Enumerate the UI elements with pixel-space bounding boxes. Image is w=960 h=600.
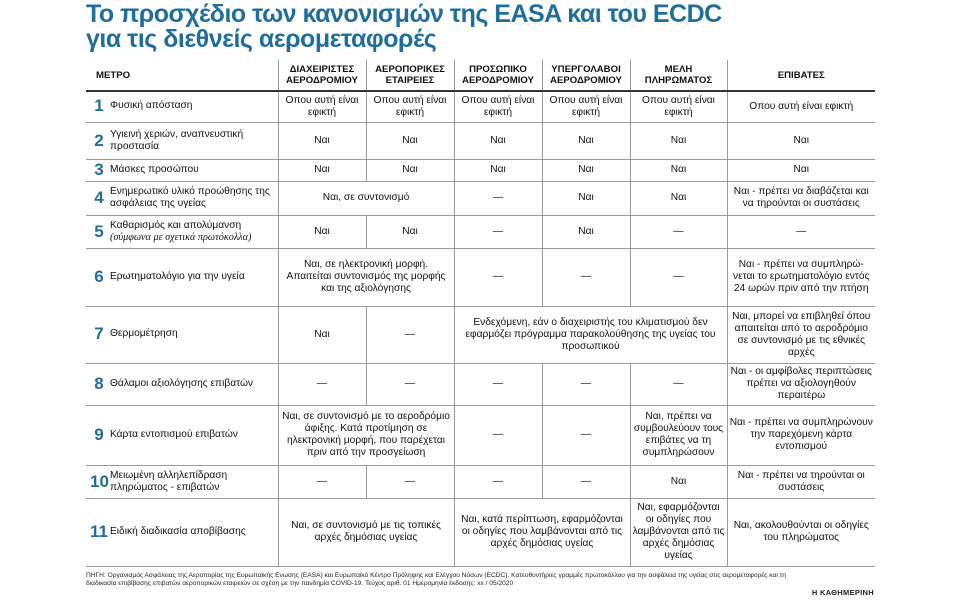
table-cell-span: Ναι, σε ηλεκτρονική μορφή. Απαιτείται συντονισμός της μορφής και της αξιολόγησης (278, 248, 454, 306)
table-header-row (86, 60, 875, 91)
table-cell: — (542, 363, 630, 405)
table-cell: Ναι, ακολουθούνται οι οδηγίες του πληρώματος (727, 498, 875, 566)
table-cell: Ναι (630, 181, 727, 215)
table-cell-span: Ενδεχόμενη, εάν ο διαχειριστής του κλιματισμού δεν εφαρμόζει πρόγραμμα παρακολούθησης της υγείας του προσωπικού (454, 306, 727, 363)
measure-cell (86, 363, 278, 405)
table-cell: Ναι (630, 465, 727, 498)
table-cell: — (366, 363, 454, 405)
measure-label: Ερωτηματολόγιο για την υγεία (110, 270, 245, 282)
measure-label: Ειδική διαδικασία αποβίβασης (110, 525, 246, 537)
table-cell-span: Ναι, κατά περίπτωση, εφαρμόζονται οι οδηγίες που λαμβάνονται από τις αρχές δημόσιας υγείας (454, 498, 630, 566)
title-line-2: για τις διεθνείς αερομεταφορές (86, 25, 437, 53)
header-crew-members: ΜΕΛΗ ΠΛΗΡΩΜΑΤΟΣ (630, 60, 727, 91)
table-cell: Ναι - πρέπει να διαβάζεται και να τηρούνται οι συστάσεις (727, 181, 875, 215)
row-number: 8 (94, 373, 104, 393)
table-cell: Ναι (630, 159, 727, 181)
table-cell: — (630, 363, 727, 405)
table-row (86, 159, 875, 181)
table-cell: — (454, 405, 542, 465)
row-number: 5 (94, 221, 104, 241)
table-cell: Ναι (630, 122, 727, 159)
row-number: 7 (94, 324, 104, 344)
table-cell: Οπου αυτή είναι εφικτή (454, 91, 542, 122)
table-cell: Οπου αυτή είναι εφικτή (278, 91, 366, 122)
table-cell: Ναι - πρέπει να τηρούνται οι συστάσεις (727, 465, 875, 498)
row-number: 9 (94, 424, 104, 444)
table-cell: Ναι (542, 181, 630, 215)
table-cell: Ναι (454, 159, 542, 181)
measure-label: Μάσκες προσώπου (110, 163, 199, 175)
table-cell: Ναι (278, 306, 366, 363)
table-cell: — (542, 248, 630, 306)
table-row (86, 498, 875, 566)
row-number: 1 (94, 96, 104, 116)
measure-label: Ενημερωτικό υλικό προώθησης της ασφάλειας της υγείας (110, 186, 270, 209)
table-row (86, 91, 875, 122)
table-cell: Ναι, εφαρμόζονται οι οδηγίες που λαμβάνονται από τις αρχές δημόσιας υγείας (630, 498, 727, 566)
row-number: 3 (94, 159, 104, 179)
table-cell: — (454, 248, 542, 306)
table-cell: Ναι, πρέπει να συμβουλεύουν τους επιβάτες να τη συμπληρώσουν (630, 405, 727, 465)
measure-label: Καθαρισμός και απολύμανση (110, 219, 242, 231)
row-number: 6 (94, 266, 104, 286)
table-cell: Ναι (727, 159, 875, 181)
row-number: 4 (94, 188, 104, 207)
infographic-title (86, 2, 946, 52)
table-cell: Ναι - πρέπει να συμπληρώνουν την παρεχόμενη κάρτα εντοπισμού (727, 405, 875, 465)
table-row (86, 405, 875, 465)
table-row (86, 215, 875, 248)
header-measure: ΜΕΤΡΟ (86, 60, 278, 91)
measure-label: Μειωμένη αλληλεπίδραση πληρώματος - επιβατών (110, 469, 228, 493)
header-airport-contractors: ΥΠΕΡΓΟΛΑΒΟΙ ΑΕΡΟΔΡΟΜΙΟΥ (542, 60, 630, 91)
table-cell: Οπου αυτή είναι εφικτή (542, 91, 630, 122)
table-row (86, 181, 875, 215)
table-cell: Ναι (542, 159, 630, 181)
table-cell: Οπου αυτή είναι εφικτή (630, 91, 727, 122)
table-row (86, 363, 875, 405)
table-cell: — (454, 465, 542, 498)
table-cell: — (366, 306, 454, 363)
table-row (86, 122, 875, 159)
table-cell: Ναι - πρέπει να συμπληρώ-νεται το ερωτηματολόγιο εντός 24 ωρών πριν από την πτήση (727, 248, 875, 306)
measure-cell (86, 465, 278, 498)
table-cell: Ναι (278, 122, 366, 159)
row-number: 10 (90, 471, 109, 491)
table-cell: — (454, 363, 542, 405)
table-cell: Ναι - οι αμφίβολες περιπτώσεις πρέπει να αξιολογηθούν περαιτέρω (727, 363, 875, 405)
header-airlines: ΑΕΡΟΠΟΡΙΚΕΣ ΕΤΑΙΡΕΙΕΣ (366, 60, 454, 91)
measure-label: Κάρτα εντοπισμού επιβατών (110, 428, 238, 440)
table-cell: Ναι (366, 122, 454, 159)
table-cell-span: Ναι, σε συντονισμό με τις τοπικές αρχές δημόσιας υγείας (278, 498, 454, 566)
table-cell: — (630, 248, 727, 306)
measure-label: Θερμομέτρηση (110, 328, 178, 340)
title-line-1: Το προσχέδιο των κανονισμών της EASA και του ECDC (86, 0, 722, 28)
table-cell: — (542, 405, 630, 465)
publisher-brand: Η ΚΑΘΗΜΕΡΙΝΗ (811, 588, 874, 597)
measure-cell (86, 306, 278, 363)
table-cell-span: Ναι, σε συντονισμό (278, 181, 454, 215)
measure-cell (86, 405, 278, 465)
header-airport-staff: ΠΡΟΣΩΠΙΚΟ ΑΕΡΟΔΡΟΜΙΟΥ (454, 60, 542, 91)
table-cell: Ναι (366, 159, 454, 181)
table-cell: Ναι (366, 215, 454, 248)
measure-cell (86, 248, 278, 306)
measure-cell (86, 181, 278, 215)
table-cell-span: Ναι, σε συντονισμό με το αεροδρόμιο άφιξης. Κατά προτίμηση σε ηλεκτρονική μορφή, που παρέχεται πριν από την προσγείωση (278, 405, 454, 465)
table-cell: — (727, 215, 875, 248)
measure-note: (σύμφωνα με σχετικά πρωτόκολλα) (110, 231, 252, 243)
measures-table (86, 60, 875, 567)
table-row (86, 465, 875, 498)
measure-cell (86, 498, 278, 566)
table-cell: — (454, 181, 542, 215)
table-cell: Ναι (278, 215, 366, 248)
row-number: 11 (90, 521, 108, 541)
table-cell: — (454, 215, 542, 248)
table-cell: Ναι (278, 159, 366, 181)
measure-label: Υγιεινή χεριών, αναπνευστική προστασία (110, 128, 244, 152)
table-row (86, 306, 875, 363)
table-cell: Οπου αυτή είναι εφικτή (366, 91, 454, 122)
measure-cell (86, 91, 278, 122)
header-airport-operators: ΔΙΑΧΕΙΡΙΣΤΕΣ ΑΕΡΟΔΡΟΜΙΟΥ (278, 60, 366, 91)
measure-cell (86, 122, 278, 159)
header-passengers: ΕΠΙΒΑΤΕΣ (727, 60, 875, 91)
table-cell: Ναι (542, 122, 630, 159)
table-cell: — (278, 465, 366, 498)
measure-label: Θάλαμοι αξιολόγησης επιβατών (110, 377, 254, 389)
table-cell: Ναι (542, 215, 630, 248)
table-cell: Οπου αυτή είναι εφικτή (727, 91, 875, 122)
table-cell: — (366, 465, 454, 498)
table-cell: Ναι (727, 122, 875, 159)
table-cell: — (542, 465, 630, 498)
table-cell: Ναι, μπορεί να επιβληθεί όπου απαιτείται από το αεροδρόμιο σε συντονισμό με τις εθνικές αρχές (727, 306, 875, 363)
table-row (86, 248, 875, 306)
measure-cell (86, 215, 278, 248)
source-note: ΠΗΓΗ: Οργανισμός Ασφάλειας της Αεροπορίας της Ευρωπαϊκής Ενωσης (EASA) και Ευρωπαϊκό Κέντρο Πρόληψης και Ελέγχου Νόσων (ECDC). Κατευθυντήριες γραμμές πρωτοκόλλου για την ασφάλεια της υγείας στις αερομεταφορές και τη διαδικασία επιβίβασης επιβατών αεροπορικών εταιρειών σε σχέση με την πανδημία COVID-19. Τεύχος αριθ. 01 Ημερομηνία έκδοσης: xx / 05/2020 (86, 572, 786, 587)
table-cell: — (278, 363, 366, 405)
measure-cell (86, 159, 278, 181)
table-cell: — (630, 215, 727, 248)
table-cell: Ναι (454, 122, 542, 159)
measure-label: Φυσική απόσταση (110, 100, 193, 112)
row-number: 2 (94, 130, 104, 150)
